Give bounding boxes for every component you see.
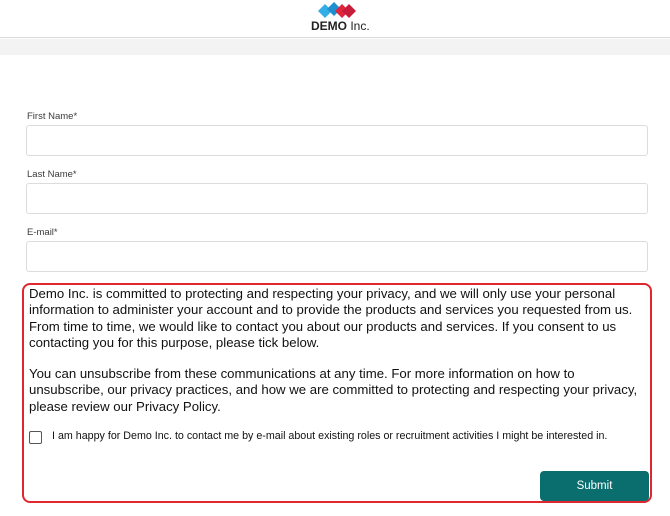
first-name-input[interactable]: [26, 125, 648, 156]
last-name-label: Last Name*: [27, 169, 77, 180]
diamond-logo-icon: [318, 2, 356, 20]
header-band: [0, 39, 670, 55]
privacy-paragraph: Demo Inc. is committed to protecting and respecting your privacy, and we will only use your personal information to administer your account and to provide the products and services you requested from us. From time to time, we would like to contact you about our products and services. If you consent to us contacting you for this purpose, please tick below.: [29, 286, 633, 351]
consent-checkbox-label[interactable]: I am happy for Demo Inc. to contact me by e-mail about existing roles or recruitment activities I might be interested in.: [52, 430, 608, 442]
demo-inc-logo[interactable]: [309, 2, 370, 34]
email-label: E-mail*: [27, 227, 58, 238]
first-name-label: First Name*: [27, 111, 78, 122]
last-name-input[interactable]: [26, 183, 648, 214]
consent-checkbox[interactable]: [29, 431, 42, 444]
submit-button[interactable]: Submit: [540, 471, 649, 501]
consent-section: [22, 283, 652, 503]
email-input[interactable]: [26, 241, 648, 272]
logo-wordmark: DEMO Inc.: [311, 19, 370, 33]
unsubscribe-paragraph: You can unsubscribe from these communications at any time. For more information on how to unsubscribe, our privacy practices, and how we are committed to protecting and respecting your privacy, please review our Privacy Policy.: [29, 366, 638, 414]
site-header: [0, 0, 670, 38]
